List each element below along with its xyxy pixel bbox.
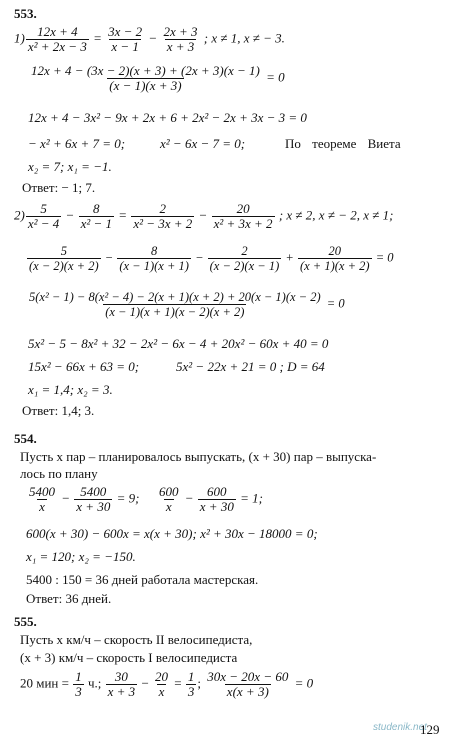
denominator: x² − 4 [27,216,60,231]
fraction [117,244,191,273]
operator: − [141,675,149,691]
fraction [73,670,84,699]
fraction [74,485,112,514]
fraction [153,670,170,699]
operator: + [285,250,294,265]
numerator: 20 [155,669,169,684]
numerator: 30x − 20x − 60 [207,669,289,684]
numerator: 12x + 4 − (3x − 2)(x + 3) + (2x + 3)(x − 1) [31,63,260,78]
equation-line: x₂ = 7; x₁ = −1. [28,159,112,174]
equation-line [28,64,285,93]
numerator: 20 [328,244,341,258]
denominator: x² − 3x + 2 [133,216,193,231]
fraction [131,202,194,231]
fraction [26,25,89,54]
equation-line: 12x + 4 − 3x² − 9x + 2x + 6 + 2x² − 2x + 3x − 3 = 0 [28,110,307,125]
fraction [27,290,323,319]
text-line: лось по плану [20,466,98,481]
operator: ; [197,675,201,691]
numerator: 8 [93,201,100,216]
text-line: 5400 : 150 = 36 дней работала мастерская. [26,572,259,587]
fraction [161,25,199,54]
text-line: Пусть x км/ч – скорость II велосипедиста, [20,632,253,647]
part-label: 1) [14,30,25,46]
equation-rhs: = 0 [294,675,314,691]
denominator: x + 30 [199,499,234,514]
fraction [27,485,57,514]
fraction [205,670,290,699]
watermark: studenik.net [373,722,427,733]
equation-line: 15x² − 66x + 63 = 0; [28,359,140,374]
equation-line: x₁ = 1,4; x₂ = 3. [28,382,113,397]
equation-line [14,202,393,231]
equation-line [20,670,313,699]
operator: = [118,207,128,223]
text: 20 мин = [20,675,69,691]
denominator: (x − 2)(x − 1) [209,259,280,273]
operator: − [104,250,114,265]
numerator: 2x + 3 [163,24,198,39]
denominator: x² + 2x − 3 [27,39,87,54]
answer-line: Ответ: 1,4; 3. [22,403,95,418]
operator: = [174,675,182,691]
equation-line: 5x² − 22x + 21 = 0 ; D = 64 [176,359,325,374]
denominator: x(x + 3) [226,684,269,699]
numerator: 2 [241,244,248,258]
numerator: 600 [159,484,179,499]
equation-rhs: = 1; [240,490,263,506]
denominator: (x − 1)(x + 1)(x − 2)(x + 2) [105,305,245,319]
numerator: 5400 [80,484,107,499]
fraction [26,202,61,231]
denominator: x [165,499,172,514]
numerator: 8 [151,244,158,258]
fraction [186,670,197,699]
operator: − [61,490,71,506]
denominator: x − 1 [111,39,139,54]
denominator: 3 [75,684,82,699]
fraction [29,64,262,93]
numerator: 1 [75,669,82,684]
problem-number: 555. [14,614,37,629]
equation-rhs: = 0 [266,69,285,85]
equation-line [14,25,285,54]
numerator: 2 [159,201,167,216]
equation-line [156,485,263,514]
denominator: x + 3 [107,684,136,699]
problem-number: 553. [14,6,37,21]
fraction [157,485,181,514]
text-line: Пусть x пар – планировалось выпускать, (x + 30) пар – выпуска- [20,449,377,464]
numerator: 5400 [29,484,55,499]
denominator: x [39,499,45,514]
equation-line [26,485,139,514]
fraction [212,202,275,231]
denominator: (x − 1)(x + 3) [109,78,182,93]
fraction [27,244,101,273]
numerator: 600 [207,484,227,499]
condition-text: ; x ≠ 1, x ≠ − 3. [203,30,285,46]
denominator: x + 30 [76,499,111,514]
equation-line [26,244,394,273]
numerator: 3x − 2 [108,24,143,39]
answer-line: Ответ: − 1; 7. [22,180,96,195]
numerator: 5 [40,201,47,216]
equation-line: 600(x + 30) − 600x = x(x + 30); x² + 30x − 18000 = 0; [26,526,318,541]
equation-line: x₁ = 120; x₂ = −150. [26,549,136,564]
part-label: 2) [14,207,25,223]
operator: = [93,30,102,46]
denominator: x² + 3x + 2 [213,216,273,231]
theorem-note: По теореме Виета [285,136,401,151]
numerator: 30 [114,669,128,684]
condition-text: ; x ≠ 2, x ≠ − 2, x ≠ 1; [278,207,394,223]
numerator: 20 [236,201,250,216]
answer-line: Ответ: 36 дней. [26,591,112,606]
denominator: (x − 1)(x + 1) [119,259,189,273]
equation-text: − x² + 6x + 7 = 0; [28,136,126,151]
operator: − [148,30,158,46]
text-line: (x + 3) км/ч – скорость I велосипедиста [20,650,238,665]
equation-line: 5x² − 5 − 8x² + 32 − 2x² − 6x − 4 + 20x² − 60x + 40 = 0 [28,336,329,351]
equation-rhs: = 0 [326,296,345,311]
denominator: x + 3 [166,39,195,54]
fraction [79,202,114,231]
operator: − [65,207,75,223]
numerator: 1 [187,669,195,684]
operator: − [195,250,204,265]
equation-line [28,136,125,151]
equation-rhs: = 0 [375,250,394,265]
fraction [198,485,236,514]
text: ч.; [87,675,102,691]
operator: − [184,490,194,506]
fraction [298,244,372,273]
denominator: (x − 2)(x + 2) [29,259,99,273]
fraction [106,25,144,54]
denominator: x² − 1 [80,216,113,231]
numerator: 5(x² − 1) − 8(x² − 4) − 2(x + 1)(x + 2) + 20(x − 1)(x − 2) [29,290,321,304]
denominator: (x + 1)(x + 2) [299,259,370,273]
numerator: 12x + 4 [37,24,78,39]
problem-number: 554. [14,431,37,446]
equation-line: x² − 6x − 7 = 0; [160,136,246,151]
page-number: 129 [420,722,440,737]
fraction [106,670,138,699]
numerator: 5 [60,244,67,258]
denominator: 3 [187,684,195,699]
equation-rhs: = 9; [116,490,140,506]
denominator: x [158,684,165,699]
equation-line [26,290,345,319]
operator: − [198,207,208,223]
fraction [208,244,282,273]
